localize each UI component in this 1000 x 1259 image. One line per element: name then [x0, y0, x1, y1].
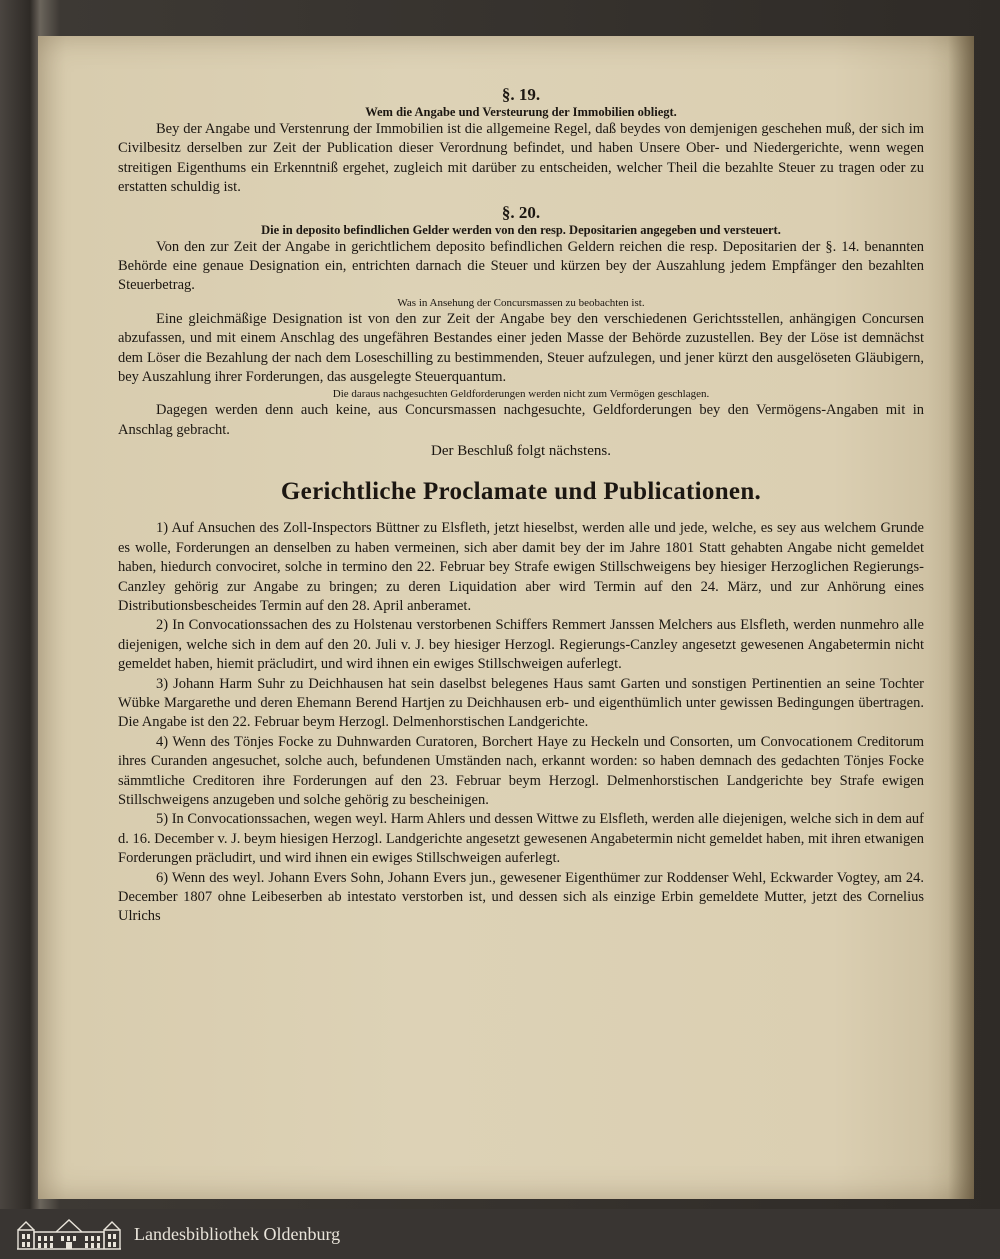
- proclamation-entry: 4) Wenn des Tönjes Focke zu Duhnwarden Curatoren, Borchert Haye zu Heckeln und Consorten, um Convocationem Creditorum ihres Curanden angesuchet, solche auch, befundenen Umständen nach, erkannt worden: so haben demnach des gedachten Tönjes Focke sämmtliche Creditoren ihre Forderungen auf den 23. Februar beym Herzogl. Delmenhorstischen Landgerichte bey Strafe ewigen Stillschweigens anzugeben und solche gehörig zu bescheinigen.: [118, 733, 924, 808]
- section-19-number: §. 19.: [501, 85, 541, 104]
- section-20-text: Von den zur Zeit der Angabe in gerichtlichem deposito befindlichen Geldern reichen die resp. Depositarien der §. 14. benannten Behörde eine genaue Designation ein, entrichten darnach die Steuer und kürzen bey der Auszahlung jedem Empfänger den bezahlten Steuerbetrag.: [118, 238, 924, 294]
- page-text: [118, 86, 924, 927]
- closing-line: Der Beschluß folgt nächstens.: [431, 443, 611, 460]
- library-name: Landesbibliothek Oldenburg: [134, 1223, 341, 1244]
- proclamation-entry: 1) Auf Ansuchen des Zoll-Inspectors Büttner zu Elsfleth, jetzt hieselbst, werden alle und jede, welche, es sey aus welchem Grunde es wolle, Forderungen an denselben zu haben vermeinen, sich aber damit bey der im Jahre 1801 Statt gehabten Angabe nicht gemeldet haben, hiedurch convociret, solche in termino den 22. Februar bey Strafe ewigen Stillschweigens bey hiesiger Herzoglichen Regierungs-Canzley gehörig zur Angabe zu bringen; zu deren Liquidation aber wird Termin auf den 24. März, und zur Anhörung eines Distributionsbescheides Termin auf den 28. April anberamet.: [118, 520, 924, 614]
- proclamation-entry: 2) In Convocationssachen des zu Holstenau verstorbenen Schiffers Remmert Janssen Melchers aus Elsfleth, werden nunmehro alle diejenigen, welche sich in dem auf den 20. Juli v. J. bey hiesiger Herzogl. Regierungs-Canzley angesetzt gewesenen Angabetermin nicht gemeldet haben, hiemit präcludirt, und wird ihnen ein ewiges Stillschweigen auferlegt.: [118, 617, 924, 673]
- proclamation-entry: 5) In Convocationssachen, wegen weyl. Harm Ahlers und dessen Wittwe zu Elsfleth, werden alle diejenigen, welche sich in dem auf d. 16. December v. J. beym hiesigen Herzogl. Landgerichte angesetzt gewesenen Angabetermin nicht gemeldet haben, mit ihren etwanigen Forderungen präcludirt, und wird ihnen ein ewiges Stillschweigen auferlegt.: [118, 811, 924, 867]
- section-20-heading: Die in deposito befindlichen Gelder werden von den resp. Depositarien angegeben und versteuert.: [261, 222, 781, 237]
- section-20-text-3: Dagegen werden denn auch keine, aus Concursmassen nachgesuchte, Geldforderungen bey den Vermögens-Angaben mit in Anschlag gebracht.: [118, 402, 924, 438]
- proclamation-entry: 6) Wenn des weyl. Johann Evers Sohn, Johann Evers jun., gewesener Eigenthümer zur Roddenser Wehl, Eckwarder Vogtey, am 24. December 1807 ohne Leibeserben ab intestato verstorben ist, und dessen sich als einzige Erbin gemeldete Mutter, jetzt des Cornelius Ulrichs: [118, 869, 924, 925]
- section-20-text-2: Eine gleichmäßige Designation ist von den zur Zeit der Angabe bey den verschiedenen Gerichtsstellen, anhängigen Concursen abzufassen, und mit einem Anschlag des ungefähren Bestandes einer jeden Masse der Behörde zuzustellen. Bey der Löse ist demnächst dem Löser die Bezahlung der nach dem Loseschilling zu bestimmenden, Steuer aufzulegen, und jener kürzt den ausgelöseten Gläubigern, bey Auszahlung ihrer Forderungen, das ausgelegte Steuerquantum.: [118, 310, 924, 386]
- section-19-text: Bey der Angabe und Verstenrung der Immobilien ist die allgemeine Regel, daß beydes von demjenigen geschehen muß, der sich im Civilbesitz derselben zur Zeit der Publication dieser Verordnung befindet, und haben Unsere Ober- und Niedergerichte, wenn wegen streitigen Eigenthums ein Erkenntniß ergehet, zugleich mit darüber zu entscheiden, welcher Theil die bezahlte Steuer zu tragen oder zu erstatten schuldig ist.: [118, 121, 924, 196]
- section-20-marginal-note-1: Was in Ansehung der Concursmassen zu beobachten ist.: [397, 296, 645, 309]
- proclamation-entry: 3) Johann Harm Suhr zu Deichhausen hat sein daselbst belegenes Haus samt Garten und sonstigen Pertinentien an seine Tochter Wübke Margarethe und deren Ehemann Berend Hartjen zu Deichhausen erb- und eigenthümlich unter gewissen Bedingungen übertragen. Die Angabe ist den 22. Februar beym Herzogl. Delmenhorstischen Landgerichte.: [118, 675, 924, 731]
- library-building-icon: [16, 1218, 122, 1250]
- footer-bar: [0, 1209, 1000, 1259]
- proclamations-heading: Gerichtliche Proclamate und Publicationen.: [280, 478, 762, 506]
- section-20-marginal-note-2: Die daraus nachgesuchten Geldforderungen werden nicht zum Vermögen geschlagen.: [332, 388, 710, 401]
- section-20-number: §. 20.: [501, 202, 541, 222]
- section-19-heading: Wem die Angabe und Versteurung der Immobilien obliegt.: [365, 105, 677, 119]
- page-gutter-shadow: [948, 36, 974, 1199]
